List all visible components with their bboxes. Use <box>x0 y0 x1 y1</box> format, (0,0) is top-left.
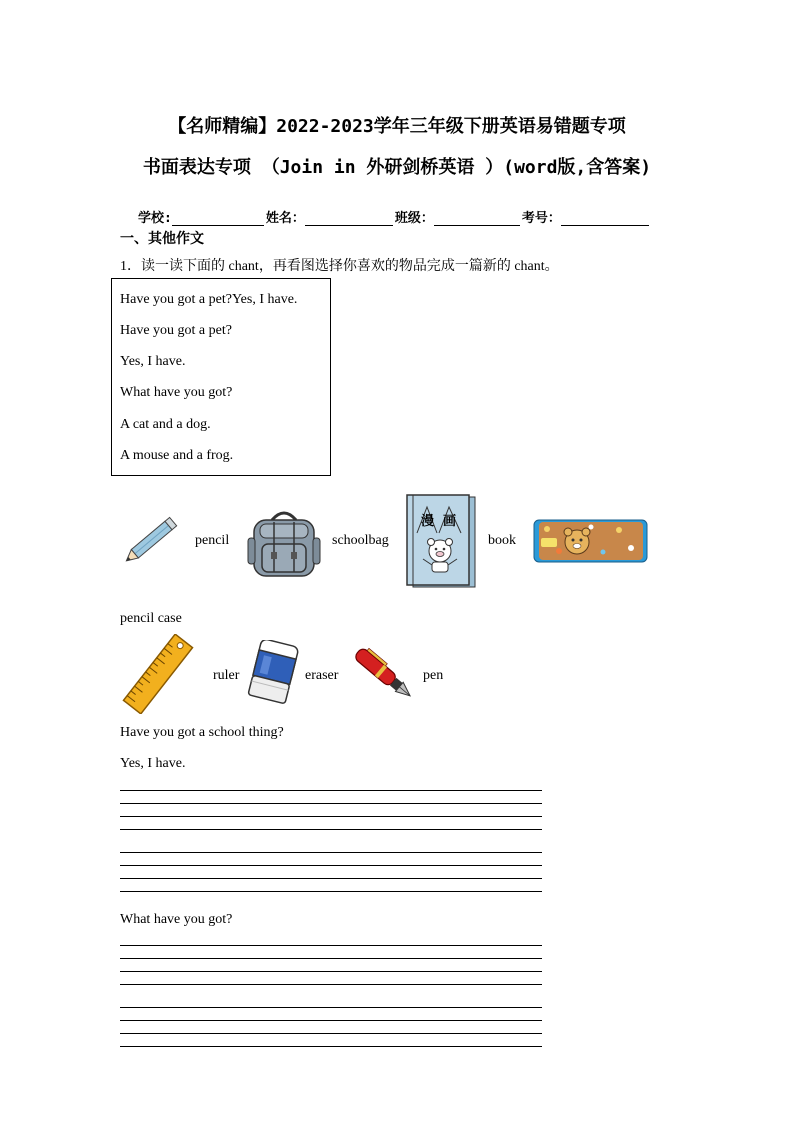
chant-box <box>111 278 331 476</box>
writing-line <box>120 1020 542 1021</box>
ruler-label: ruler <box>213 668 240 683</box>
writing-line <box>120 852 542 853</box>
book-char-2: 画 <box>443 514 457 529</box>
prompt-answer-1: Yes, I have. <box>120 756 186 771</box>
chant-line-6: A mouse and a frog. <box>120 448 234 463</box>
pencil-label: pencil <box>195 533 230 548</box>
writing-line <box>120 945 542 946</box>
book-label: book <box>488 533 516 548</box>
writing-line <box>120 816 542 817</box>
chant-line-5: A cat and a dog. <box>120 417 211 432</box>
school-blank <box>172 211 264 226</box>
writing-line <box>120 891 542 892</box>
pen-icon <box>348 640 420 708</box>
student-info-line <box>138 207 651 226</box>
writing-line <box>120 878 542 879</box>
name-label: 姓名： <box>265 211 305 226</box>
writing-line <box>120 958 542 959</box>
pencil-case-icon <box>533 518 649 564</box>
pencil-case-label: pencil case <box>120 611 182 626</box>
writing-line <box>120 971 542 972</box>
class-label: 班级： <box>394 211 434 226</box>
chant-line-1: Have you got a pet?Yes, I have. <box>120 292 298 307</box>
question-text: 1．读一读下面的 chant，再看图选择你喜欢的物品完成一篇新的 chant。 <box>120 259 559 274</box>
document-title-line1: 【名师精编】2022-2023学年三年级下册英语易错题专项 <box>168 116 626 137</box>
eraser-icon <box>246 640 300 706</box>
ruler-icon <box>120 634 196 714</box>
name-blank <box>305 211 393 226</box>
chant-line-4: What have you got? <box>120 385 233 400</box>
book-char-1: 漫 <box>421 514 435 529</box>
writing-line <box>120 803 542 804</box>
writing-line <box>120 1007 542 1008</box>
class-blank <box>434 211 520 226</box>
exam-no-label: 考号： <box>521 211 561 226</box>
section-title: 一、其他作文 <box>120 231 204 247</box>
prompt-question-2: What have you got? <box>120 912 233 927</box>
pen-label: pen <box>423 668 444 683</box>
eraser-label: eraser <box>305 668 339 683</box>
chant-line-2: Have you got a pet? <box>120 323 232 338</box>
chant-line-3: Yes, I have. <box>120 354 186 369</box>
writing-line <box>120 1033 542 1034</box>
writing-line <box>120 984 542 985</box>
document-title-line2: 书面表达专项 （Join in 外研剑桥英语 ）(word版,含答案) <box>142 157 652 178</box>
writing-line <box>120 790 542 791</box>
writing-line <box>120 829 542 830</box>
book-icon <box>405 493 477 589</box>
schoolbag-icon <box>246 508 322 578</box>
schoolbag-label: schoolbag <box>332 533 389 548</box>
school-label: 学校: <box>138 211 172 226</box>
pencil-icon <box>118 508 186 572</box>
exam-no-blank <box>561 211 649 226</box>
writing-line <box>120 865 542 866</box>
prompt-question-1: Have you got a school thing? <box>120 725 284 740</box>
writing-line <box>120 1046 542 1047</box>
